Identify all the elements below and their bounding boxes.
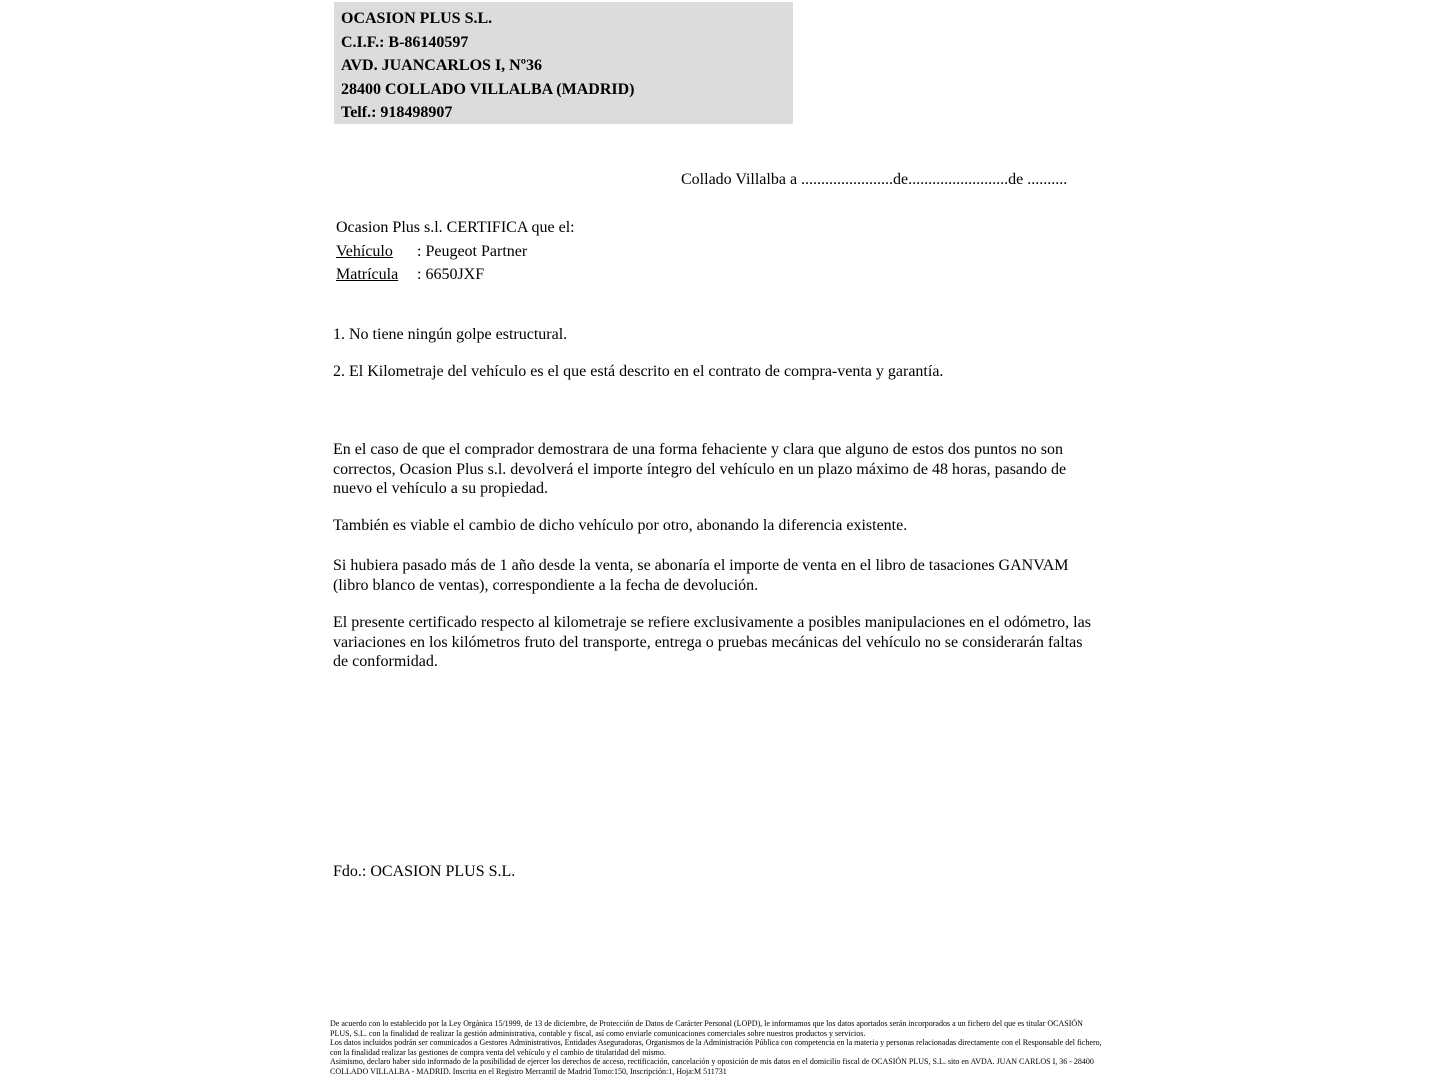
certification-intro: Ocasion Plus s.l. CERTIFICA que el: bbox=[336, 219, 575, 236]
vehicle-value: : Peugeot Partner bbox=[417, 242, 528, 260]
legal-footer bbox=[330, 1019, 1104, 1077]
vehicle-row bbox=[336, 240, 575, 264]
paragraph-ganvam-valuation: Si hubiera pasado más de 1 año desde la venta, se abonaría el importe de venta en el libro de tasaciones GANVAM (libro blanco de ventas), correspondiente a la fecha de devolución. bbox=[333, 557, 1069, 594]
company-phone: Telf.: 918498907 bbox=[341, 104, 453, 121]
legal-footer-paragraph-lopd: De acuerdo con lo establecido por la Ley Orgánica 15/1999, de 13 de diciembre, de Protección de Datos de Carácter Personal (LOPD), le informamos que los datos aportados serán incorporados a un fichero del que es titular OCASIÓN PLUS, S.L. con la finalidad de realizar la gestión administrativa, contable y fiscal, así como enviarle comunicaciones comerciales sobre nuestros productos y servicios. bbox=[330, 1019, 1083, 1038]
plate-row bbox=[336, 263, 575, 287]
paragraph-exchange-option: También es viable el cambio de dicho vehículo por otro, abonando la diferencia existente. bbox=[333, 517, 908, 534]
company-city: 28400 COLLADO VILLALBA (MADRID) bbox=[341, 80, 635, 98]
certification-point-1: 1. No tiene ningún golpe estructural. bbox=[333, 326, 568, 343]
plate-value: : 6650JXF bbox=[417, 266, 485, 284]
company-header-box bbox=[334, 2, 793, 124]
date-line: Collado Villalba a .......................de.........................de .......... bbox=[681, 171, 1068, 188]
signature-line: Fdo.: OCASION PLUS S.L. bbox=[333, 863, 516, 880]
paragraph-refund-terms: En el caso de que el comprador demostrara de una forma fehaciente y clara que alguno de estos dos puntos no son correctos, Ocasion Plus s.l. devolverá el importe íntegro del vehículo en un plazo máximo de 48 horas, pasando de nuevo el vehículo a su propiedad. bbox=[333, 441, 1067, 497]
company-cif: C.I.F.: B-86140597 bbox=[341, 33, 469, 51]
company-address: AVD. JUANCARLOS I, Nº36 bbox=[341, 57, 543, 74]
legal-footer-paragraph-data-sharing: Los datos incluidos podrán ser comunicados a Gestores Administrativos, Entidades Aseguradoras, Organismos de la Administración Pública con competencia en la materia y personas relacionadas directamente con el Responsable del fichero, con la finalidad realizar las gestiones de compra venta del vehículo y el cambio de titularidad del mismo. bbox=[330, 1038, 1102, 1057]
plate-label: Matrícula bbox=[336, 266, 399, 284]
certification-point-2: 2. El Kilometraje del vehículo es el que está descrito en el contrato de compra-venta y garantía. bbox=[333, 363, 944, 380]
certification-block bbox=[336, 216, 575, 287]
vehicle-label: Vehículo bbox=[336, 242, 393, 260]
company-name: OCASION PLUS S.L. bbox=[341, 10, 493, 27]
paragraph-odometer-disclaimer: El presente certificado respecto al kilometraje se refiere exclusivamente a posibles manipulaciones en el odómetro, las variaciones en los kilómetros fruto del transporte, entrega o pruebas mecánicas del vehículo no se considerarán faltas de conformidad. bbox=[333, 614, 1091, 670]
legal-footer-paragraph-rights: Asimismo, declaro haber sido informado de la posibilidad de ejercer los derechos de acceso, rectificación, cancelación y oposición de mis datos en el domicilio fiscal de OCASIÓN PLUS, S.L. sito en AVDA. JUAN CARLOS I, 36 - 28400 COLLADO VILLALBA - MADRID. Inscrita en el Registro Mercantil de Madrid Tomo:150, Inscripción:1, Hoja:M 511731 bbox=[330, 1057, 1094, 1076]
